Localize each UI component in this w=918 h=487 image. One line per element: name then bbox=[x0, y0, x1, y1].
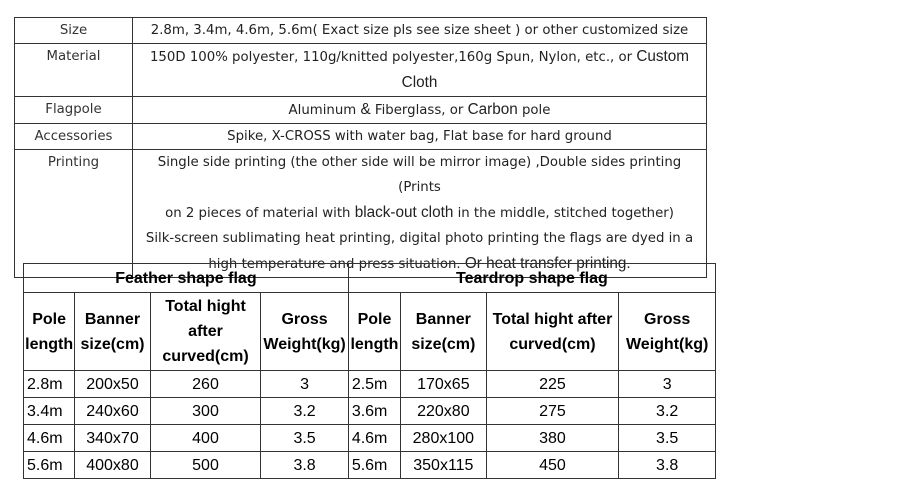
flagpole-text-aluminum: Aluminum bbox=[288, 103, 361, 118]
teardrop-total-cell: 225 bbox=[486, 371, 619, 398]
teardrop-weight-cell: 3 bbox=[619, 371, 716, 398]
printing-line-2c: in the middle, stitched together) bbox=[453, 206, 674, 221]
feather-total-cell: 300 bbox=[150, 398, 261, 425]
feather-weight-cell: 3.8 bbox=[261, 452, 348, 479]
feather-pole-cell: 3.4m bbox=[24, 398, 75, 425]
teardrop-pole-cell: 2.5m bbox=[348, 371, 400, 398]
flag-column-header-row bbox=[24, 293, 716, 371]
flagpole-text-fiberglass: Fiberglass, or bbox=[374, 103, 468, 118]
spec-label-flagpole: Flagpole bbox=[15, 97, 133, 124]
feather-pole-cell: 4.6m bbox=[24, 425, 75, 452]
spec-value-printing bbox=[133, 150, 707, 278]
printing-line-4b: Or heat transfer printing. bbox=[464, 255, 631, 272]
spec-label-size: Size bbox=[15, 18, 133, 44]
feather-header-gross-weight: Gross Weight(kg) bbox=[261, 293, 348, 371]
teardrop-weight-cell: 3.8 bbox=[619, 452, 716, 479]
feather-banner-cell: 400x80 bbox=[75, 452, 150, 479]
table-row bbox=[24, 371, 716, 398]
feather-flag-title: Feather shape flag bbox=[24, 264, 349, 293]
teardrop-weight-cell: 3.5 bbox=[619, 425, 716, 452]
spec-row-size bbox=[15, 18, 707, 44]
spec-row-printing bbox=[15, 150, 707, 278]
spec-row-flagpole bbox=[15, 97, 707, 124]
feather-weight-cell: 3.2 bbox=[261, 398, 348, 425]
feather-header-pole-length: Pole length bbox=[24, 293, 75, 371]
feather-header-banner-size: Banner size(cm) bbox=[75, 293, 150, 371]
printing-line-2b: black-out cloth bbox=[354, 204, 454, 221]
teardrop-total-cell: 450 bbox=[486, 452, 619, 479]
flagpole-text-carbon: Carbon bbox=[467, 101, 522, 118]
feather-banner-cell: 200x50 bbox=[75, 371, 150, 398]
feather-total-cell: 260 bbox=[150, 371, 261, 398]
printing-line-1: Single side printing (the other side will be mirror image) ,Double sides printing (Prints bbox=[157, 155, 682, 195]
spec-label-printing: Printing bbox=[15, 150, 133, 278]
feather-total-cell: 500 bbox=[150, 452, 261, 479]
teardrop-total-cell: 275 bbox=[486, 398, 619, 425]
teardrop-pole-cell: 4.6m bbox=[348, 425, 400, 452]
teardrop-banner-cell: 280x100 bbox=[401, 425, 486, 452]
feather-total-cell: 400 bbox=[150, 425, 261, 452]
spec-value-accessories: Spike, X-CROSS with water bag, Flat base for hard ground bbox=[133, 124, 707, 150]
spec-value-size: 2.8m, 3.4m, 4.6m, 5.6m( Exact size pls see size sheet ) or other customized size bbox=[133, 18, 707, 44]
feather-banner-cell: 340x70 bbox=[75, 425, 150, 452]
teardrop-banner-cell: 170x65 bbox=[401, 371, 486, 398]
teardrop-header-pole-length: Pole length bbox=[348, 293, 400, 371]
teardrop-banner-cell: 220x80 bbox=[401, 398, 486, 425]
material-text-main: 150D 100% polyester, 110g/knitted polyester,160g Spun, Nylon, etc., or bbox=[149, 50, 637, 65]
teardrop-header-banner-size: Banner size(cm) bbox=[401, 293, 486, 371]
flagpole-text-amp: & bbox=[360, 101, 375, 118]
flag-group-header-row bbox=[24, 264, 716, 293]
teardrop-header-gross-weight: Gross Weight(kg) bbox=[619, 293, 716, 371]
table-row bbox=[24, 452, 716, 479]
teardrop-weight-cell: 3.2 bbox=[619, 398, 716, 425]
feather-pole-cell: 5.6m bbox=[24, 452, 75, 479]
table-row bbox=[24, 398, 716, 425]
feather-banner-cell: 240x60 bbox=[75, 398, 150, 425]
printing-line-2a: on 2 pieces of material with bbox=[165, 206, 355, 221]
teardrop-flag-title: Teardrop shape flag bbox=[348, 264, 715, 293]
spec-label-material: Material bbox=[15, 44, 133, 97]
spec-row-accessories bbox=[15, 124, 707, 150]
feather-weight-cell: 3.5 bbox=[261, 425, 348, 452]
feather-header-total-height: Total hight after curved(cm) bbox=[150, 293, 261, 371]
teardrop-banner-cell: 350x115 bbox=[401, 452, 486, 479]
spec-value-material bbox=[133, 44, 707, 97]
material-text-custom: Custom Cloth bbox=[401, 48, 690, 91]
spec-value-flagpole bbox=[133, 97, 707, 124]
teardrop-pole-cell: 3.6m bbox=[348, 398, 400, 425]
printing-line-4a: high temperature and press situation. bbox=[208, 257, 465, 272]
teardrop-pole-cell: 5.6m bbox=[348, 452, 400, 479]
spec-label-accessories: Accessories bbox=[15, 124, 133, 150]
teardrop-total-cell: 380 bbox=[486, 425, 619, 452]
feather-weight-cell: 3 bbox=[261, 371, 348, 398]
feather-pole-cell: 2.8m bbox=[24, 371, 75, 398]
flag-size-table bbox=[23, 263, 716, 479]
table-row bbox=[24, 425, 716, 452]
spec-table bbox=[14, 17, 707, 278]
spec-row-material bbox=[15, 44, 707, 97]
flagpole-text-pole: pole bbox=[521, 103, 551, 118]
teardrop-header-total-height: Total hight after curved(cm) bbox=[486, 293, 619, 371]
printing-line-3: Silk-screen sublimating heat printing, digital photo printing the flags are dyed in a bbox=[145, 231, 694, 246]
